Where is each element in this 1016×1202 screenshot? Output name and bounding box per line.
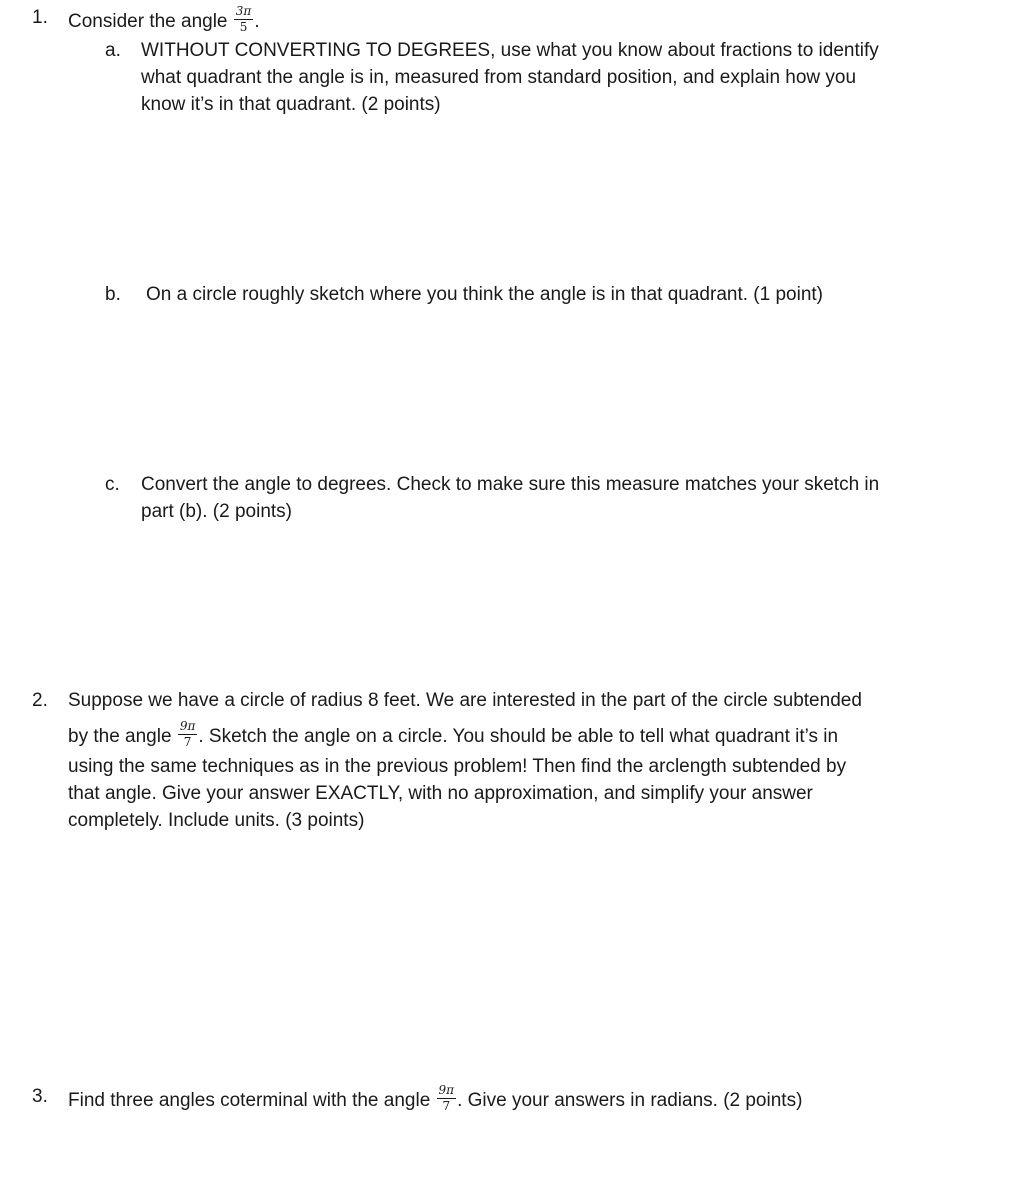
question-1-prompt	[68, 4, 260, 36]
part-b-text: On a circle roughly sketch where you think the angle is in that quadrant. (1 point)	[146, 284, 823, 305]
angle-fraction-9pi-7	[178, 720, 198, 748]
question-2-line-2-start: by the angle	[68, 726, 172, 748]
question-1-number: 1.	[32, 7, 48, 28]
question-3-number: 3.	[32, 1086, 48, 1107]
fraction-denominator: 7	[183, 734, 192, 749]
question-3-text	[68, 1083, 803, 1115]
part-a-label: a.	[105, 40, 121, 61]
question-2-line-2-end: . Sketch the angle on a circle. You should be able to tell what quadrant it’s in	[198, 726, 839, 748]
fraction-numerator: 3π	[235, 4, 252, 18]
question-2-number: 2.	[32, 690, 48, 711]
fraction-numerator: 9π	[179, 719, 196, 733]
question-3-text-end: . Give your answers in radians. (2 points)	[457, 1090, 803, 1112]
fraction-denominator: 5	[239, 19, 248, 34]
question-2-line-1: Suppose we have a circle of radius 8 feet. We are interested in the part of the circle subtended	[68, 690, 862, 711]
angle-fraction-9pi-7	[437, 1084, 457, 1112]
question-2-line-2	[68, 719, 839, 751]
part-c-line-1: Convert the angle to degrees. Check to make sure this measure matches your sketch in	[141, 474, 880, 495]
part-c-line-2: part (b). (2 points)	[141, 501, 292, 522]
part-a-line-1: WITHOUT CONVERTING TO DEGREES, use what you know about fractions to identify	[141, 40, 879, 61]
question-2-line-5: completely. Include units. (3 points)	[68, 810, 365, 831]
part-a-line-3: know it’s in that quadrant. (2 points)	[141, 94, 441, 115]
question-2-line-4: that angle. Give your answer EXACTLY, with no approximation, and simplify your answer	[68, 783, 813, 804]
question-2-line-3: using the same techniques as in the previous problem! Then find the arclength subtended by	[68, 756, 847, 777]
angle-fraction-3pi-5	[234, 5, 254, 33]
question-1-prompt-text: Consider the angle	[68, 11, 228, 33]
question-3-text-start: Find three angles coterminal with the angle	[68, 1090, 431, 1112]
fraction-numerator: 9π	[438, 1083, 455, 1097]
fraction-denominator: 7	[442, 1098, 451, 1113]
question-1-period: .	[254, 11, 260, 33]
part-c-label: c.	[105, 474, 120, 495]
part-a-line-2: what quadrant the angle is in, measured from standard position, and explain how you	[141, 67, 857, 88]
part-b-label: b.	[105, 284, 121, 305]
